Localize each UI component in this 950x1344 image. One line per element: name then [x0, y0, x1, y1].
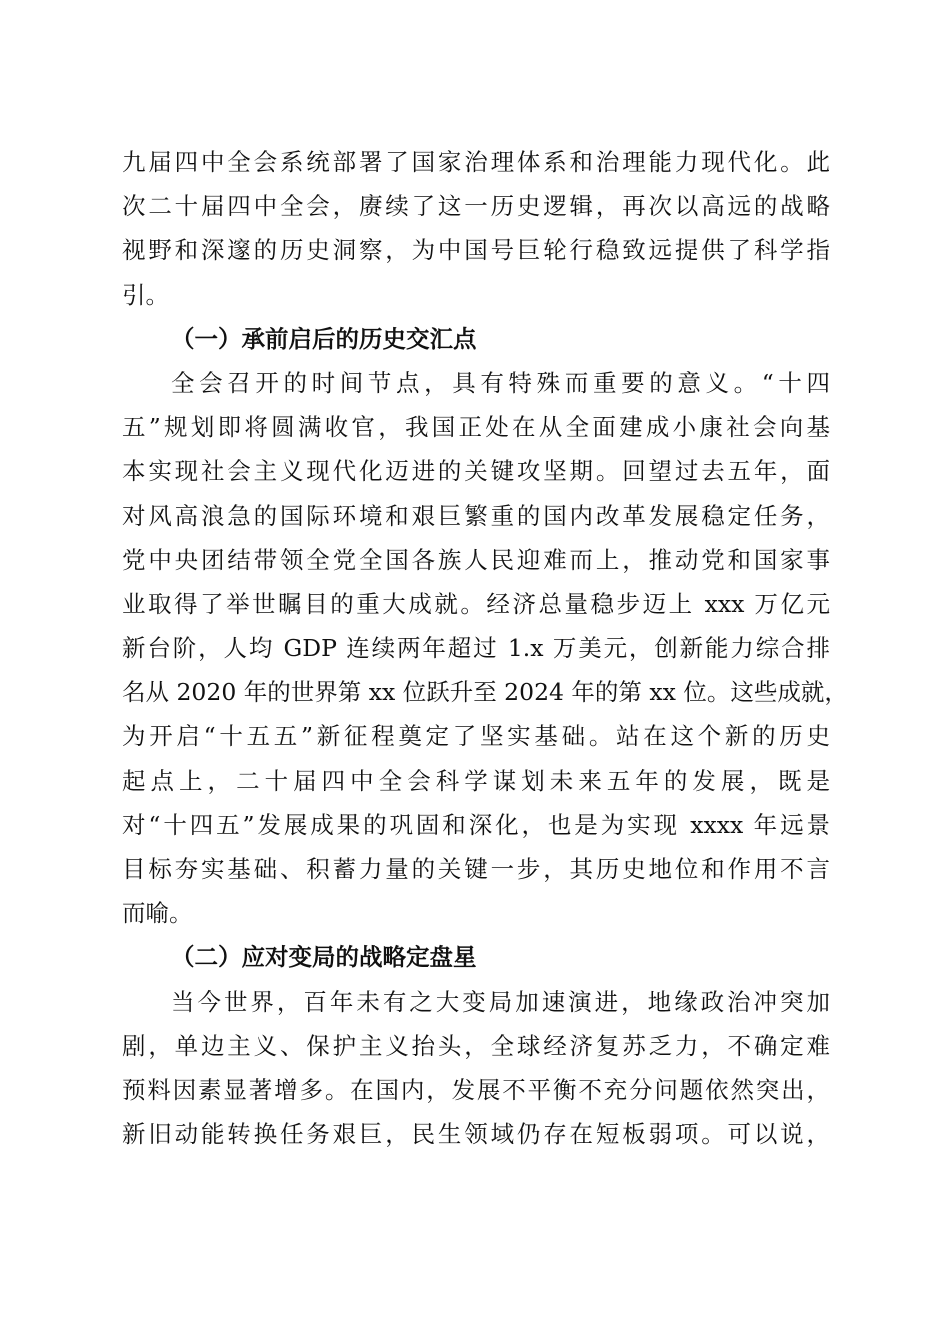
text-line: 对“十四五”发展成果的巩固和深化，也是为实现 xxxx 年远景 — [122, 810, 830, 839]
section-heading: （二）应对变局的战略定盘星 — [171, 943, 477, 972]
text-line: 业取得了举世瞩目的重大成就。经济总量稳步迈上 xxx 万亿元 — [122, 589, 830, 618]
document-page — [122, 140, 848, 1156]
text-line: 而喻。 — [122, 899, 193, 928]
text-line: 引。 — [122, 280, 169, 309]
text-line: 为开启“十五五”新征程奠定了坚实基础。站在这个新的历史 — [122, 722, 830, 751]
text-line: 五”规划即将圆满收官，我国正处在从全面建成小康社会向基 — [122, 413, 830, 442]
text-line: 新台阶，人均 GDP 连续两年超过 1.x 万美元，创新能力综合排 — [122, 634, 830, 663]
text-line: 新旧动能转换任务艰巨，民生领域仍存在短板弱项。可以说， — [122, 1120, 830, 1149]
text-line: 剧，单边主义、保护主义抬头，全球经济复苏乏力，不确定难 — [122, 1031, 830, 1060]
text-line: 起点上，二十届四中全会科学谋划未来五年的发展，既是 — [122, 766, 830, 795]
text-line: 预料因素显著增多。在国内，发展不平衡不充分问题依然突出， — [122, 1075, 830, 1104]
text-line: 名从 2020 年的世界第 xx 位跃升至 2024 年的第 xx 位。这些成就， — [122, 678, 848, 707]
text-line: 党中央团结带领全党全国各族人民迎难而上，推动党和国家事 — [122, 545, 830, 574]
text-line: 九届四中全会系统部署了国家治理体系和治理能力现代化。此 — [122, 148, 830, 176]
text-line: 次二十届四中全会，赓续了这一历史逻辑，再次以高远的战略 — [122, 192, 830, 221]
text-line: 对风高浪急的国际环境和艰巨繁重的国内改革发展稳定任务， — [122, 501, 830, 530]
text-line: 当今世界，百年未有之大变局加速演进，地缘政治冲突加 — [171, 987, 830, 1016]
text-line: 本实现社会主义现代化迈进的关键攻坚期。回望过去五年，面 — [122, 457, 830, 486]
text-line: 目标夯实基础、积蓄力量的关键一步，其历史地位和作用不言 — [122, 855, 830, 883]
text-line: 全会召开的时间节点，具有特殊而重要的意义。“十四 — [171, 368, 830, 397]
text-line: 视野和深邃的历史洞察，为中国号巨轮行稳致远提供了科学指 — [122, 236, 830, 265]
section-heading: （一）承前启后的历史交汇点 — [171, 324, 477, 353]
